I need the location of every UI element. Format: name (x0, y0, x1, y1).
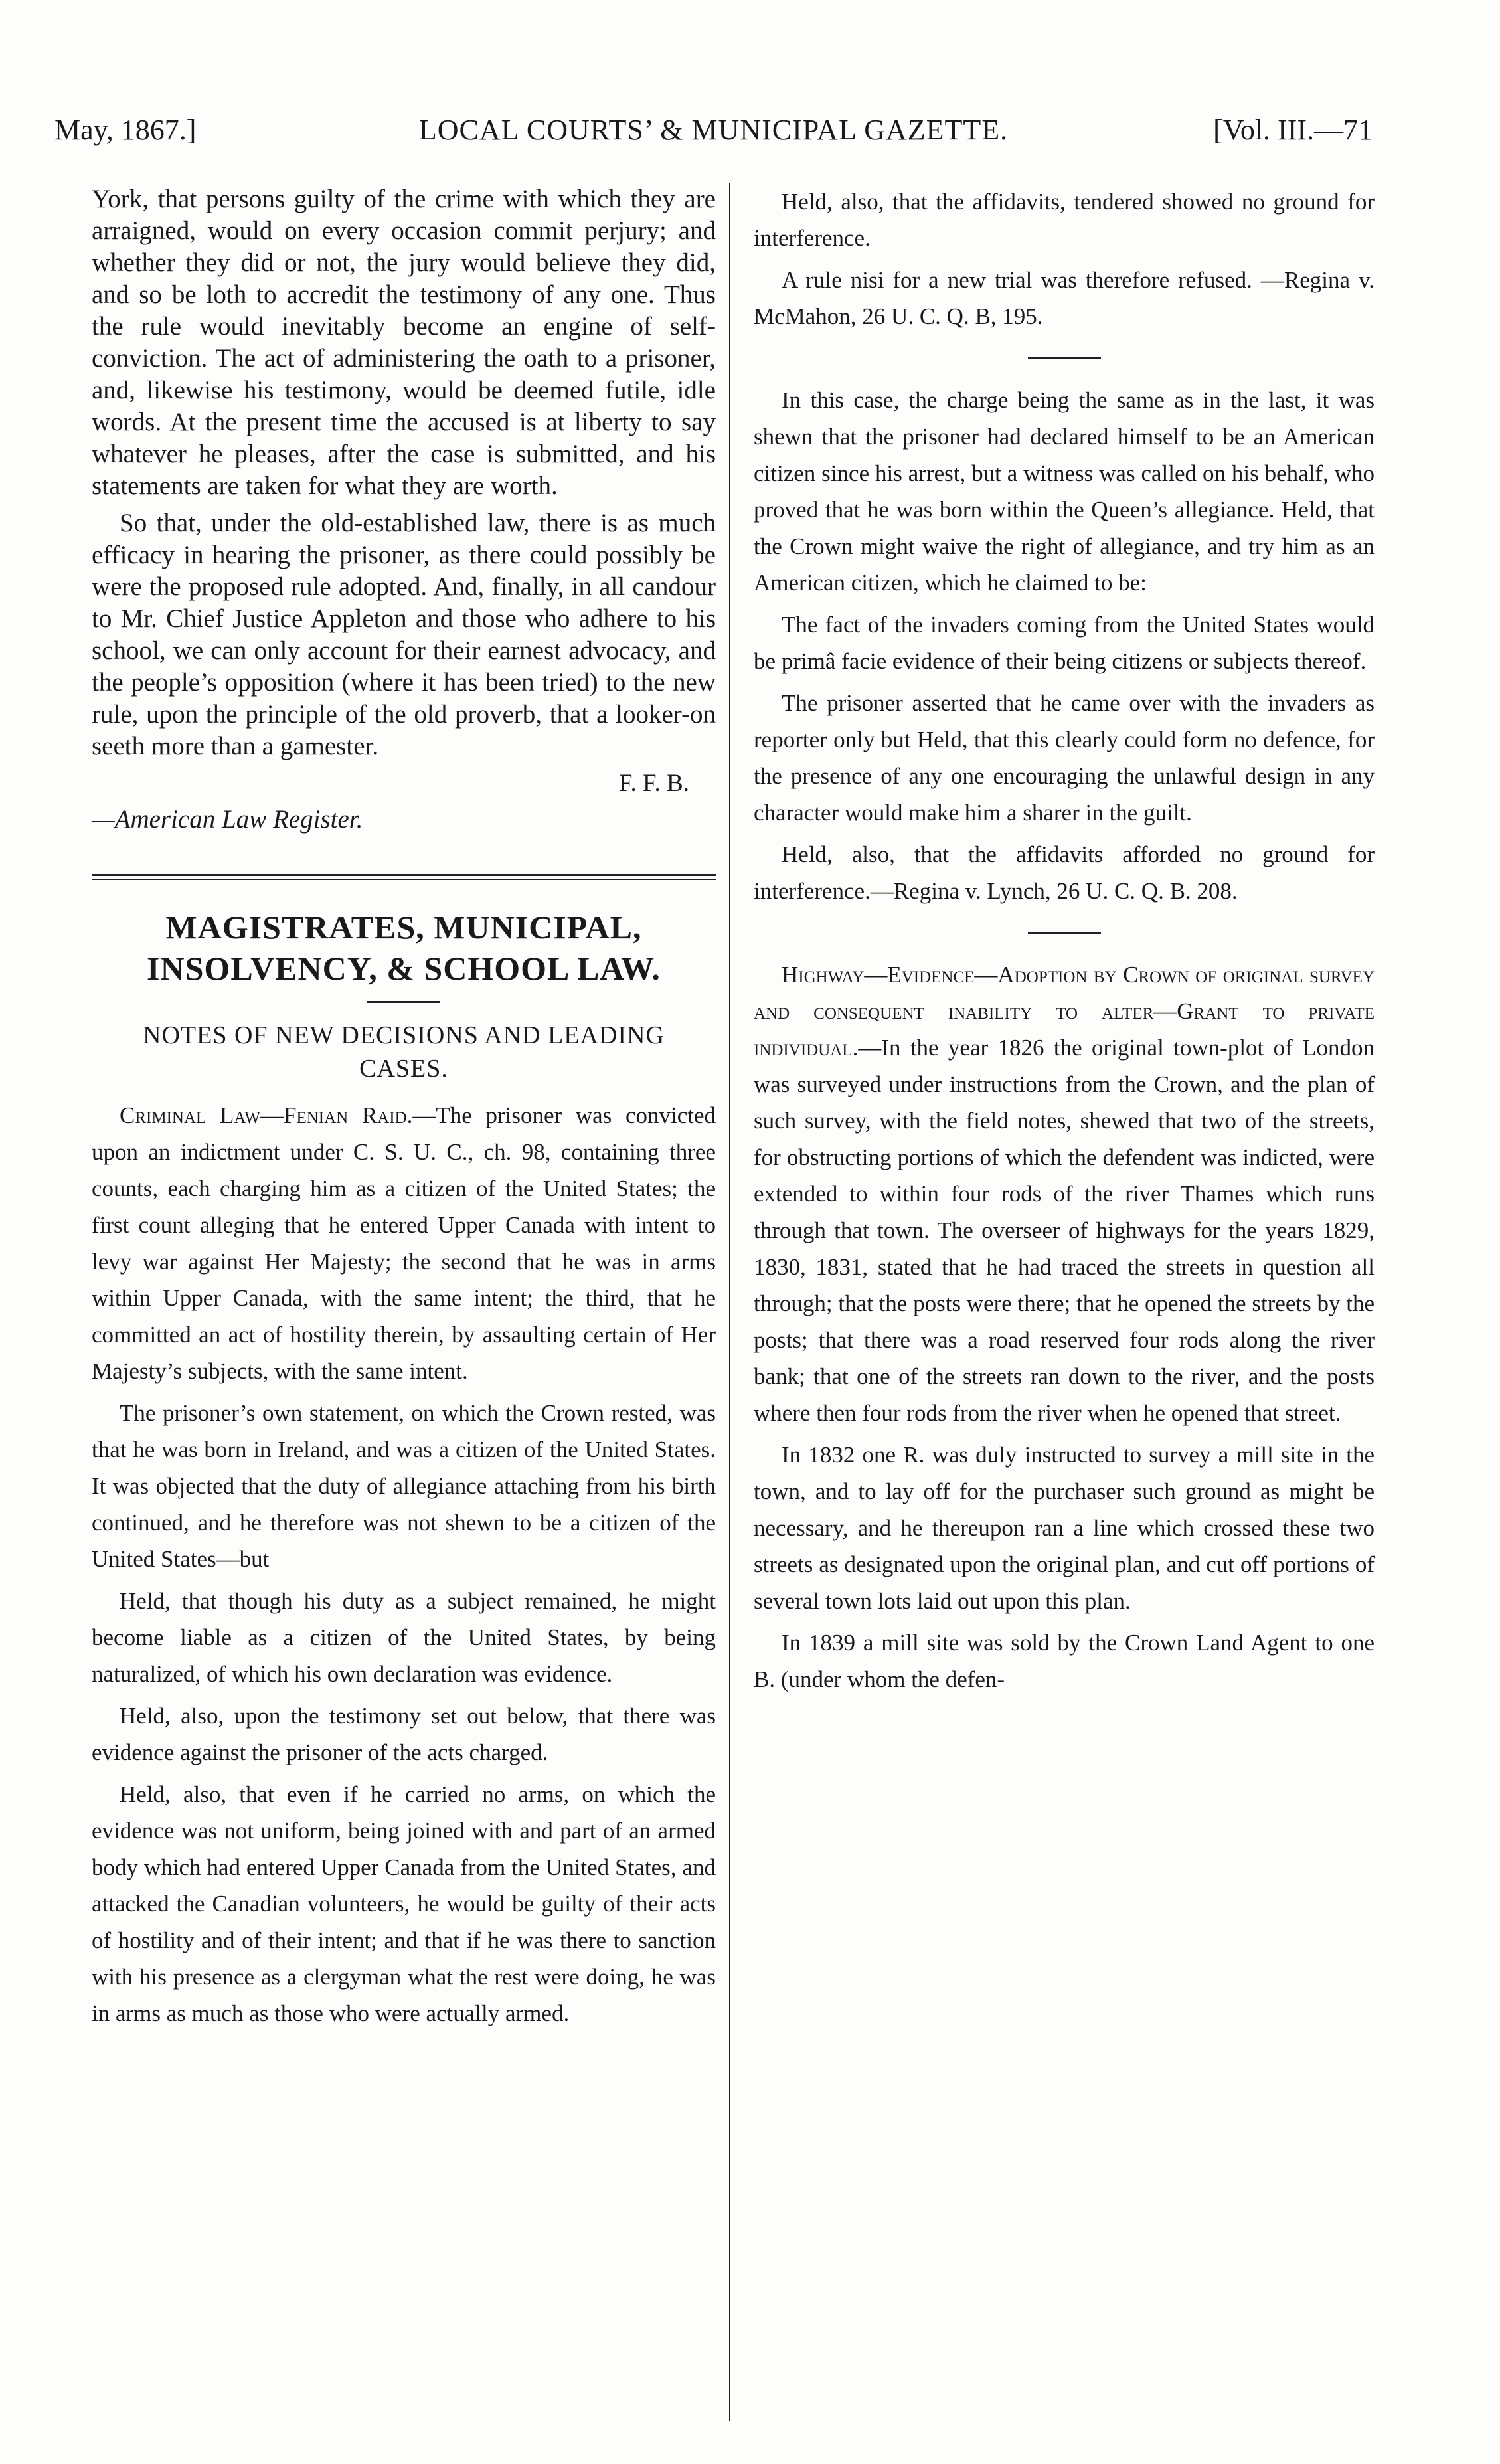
essay-source: —American Law Register. (92, 805, 363, 834)
section-title-line: INSOLVENCY, & SCHOOL LAW. (147, 950, 661, 987)
subsection-title (92, 1019, 716, 1085)
case-text: —In the year 1826 the original town-plot of London was surveyed under instructions from the Crown, and the plan of such survey, with the field notes, shewed that two of the streets, for obstructing portions of which the defendent was indicted, were extended to within four rods of the river Thames which runs through that town. The overseer of highways for the years 1829, 1830, 1831, stated that he had traced the streets in question all through; that the posts were there; that he opened the streets by the posts; that there was a road reserved four rods along the river bank; that one of the streets ran down to the river, and the posts where then four rods from the river when he opened that street. (754, 1035, 1375, 1426)
case-paragraph: Held, also, upon the testimony set out below, that there was evidence against the prisoner of the acts charged. (92, 1703, 716, 1765)
section-rule (92, 874, 716, 880)
essay-section (92, 183, 716, 834)
case-paragraph (754, 956, 1375, 1431)
case-paragraph: In 1832 one R. was duly instructed to survey a mill site in the town, and to lay off for the purchaser such ground as might be necessary, and he thereupon ran a line which crossed these two streets as designated upon the original plan, and cut off portions of several town lots laid out upon this plan. (754, 1442, 1375, 1614)
case-paragraph: In 1839 a mill site was sold by the Crown Land Agent to one B. (under whom the defen- (754, 1630, 1375, 1692)
case-fenian-mcmahon (92, 1097, 716, 2032)
short-rule (367, 1001, 440, 1003)
case-paragraph (92, 1097, 716, 1389)
case-paragraph: In this case, the charge being the same as in the last, it was shewn that the prisoner had declared himself to be an American citizen since his arrest, but a witness was called on his behalf, who proved that he was born within the Queen’s allegiance. Held, that the Crown might waive the right of allegiance, and try him as an American citizen, which he claimed to be: (754, 387, 1375, 596)
case-text: —The prisoner was convicted upon an indictment under C. S. U. C., ch. 98, containing three counts, each charging him as a citizen of the United States; the first count alleging that he entered Upper Canada with intent to levy war against Her Majesty; the second that he was in arms within Upper Canada, with the same intent; the third, that he committed an act of hostility therein, by assaulting certain of Her Majesty’s subjects, with the same intent. (92, 1102, 716, 1384)
right-column (754, 183, 1375, 1703)
case-paragraph: The fact of the invaders coming from the United States would be primâ facie evidence of their being citizens or subjects thereof. (754, 612, 1375, 674)
page-header (54, 100, 1373, 153)
header-date: May, 1867.] (54, 114, 197, 146)
case-paragraph: Held, that though his duty as a subject remained, he might become liable as a citizen of the United States, by being naturalized, of which his own declaration was evidence. (92, 1588, 716, 1687)
case-paragraph: Held, also, that the affidavits, tendered showed no ground for interference. (754, 189, 1375, 251)
essay-paragraph: So that, under the old-established law, there is as much efficacy in hearing the prisoner, as there could possibly be were the proposed rule adopted. And, finally, in all candour to Mr. Chief Justice Appleton and those who adhere to his school, we can only account for their earnest advocacy, and the people’s opposition (where it has been tried) to the new rule, upon the principle of the old proverb, that a looker-on seeth more than a gamester. (92, 509, 716, 760)
case-lead: Highway—Evidence—Adoption by Crown of original survey and consequent inability to alter—Grant to private individual. (754, 962, 1375, 1061)
case-separator (1028, 357, 1101, 359)
case-paragraph: A rule nisi for a new trial was therefore refused. —Regina v. McMahon, 26 U. C. Q. B, 195. (754, 267, 1375, 329)
section-title-line: MAGISTRATES, MUNICIPAL, (165, 909, 642, 946)
essay-paragraph: York, that persons guilty of the crime with which they are arraigned, would on every occasion commit perjury; and whether they did or not, the jury would believe they did, and so be loth to accredit the testimony of any one. Thus the rule would inevitably become an engine of self-conviction. The act of administering the oath to a prisoner, and, likewise his testimony, would be deemed futile, idle words. At the present time the accused is at liberty to say whatever he pleases, after the case is submitted, and his statements are taken for what they are worth. (92, 185, 716, 500)
subsection-title-line: CASES. (359, 1055, 448, 1083)
subsection-title-line: NOTES OF NEW DECISIONS AND LEADING (143, 1021, 665, 1049)
case-paragraph: The prisoner’s own statement, on which the Crown rested, was that he was born in Ireland, and was a citizen of the United States. It was objected that the duty of allegiance attaching from his birth continued, and he therefore was not shewn to be a citizen of the United States—but (92, 1400, 716, 1572)
header-volume: [Vol. III.—71 (1213, 114, 1373, 146)
case-paragraph: Held, also, that the affidavits afforded no ground for interference.—Regina v. Lynch, 26 U. C. Q. B. 208. (754, 841, 1375, 904)
essay-signature: F. F. B. (618, 770, 689, 797)
case-paragraph: Held, also, that even if he carried no arms, on which the evidence was not uniform, being joined with and part of an armed body which had entered Upper Canada from the United States, and attacked the Canadian volunteers, he would be guilty of their acts of hostility and of their intent; and that if he was there to sanction with his presence as a clergyman what the rest were doing, he was in arms as much as those who were actually armed. (92, 1781, 716, 2026)
case-lead: Criminal Law—Fenian Raid. (120, 1102, 413, 1128)
header-title: LOCAL COURTS’ & MUNICIPAL GAZETTE. (418, 114, 1009, 146)
left-column (92, 183, 716, 2037)
section-title (92, 907, 716, 989)
case-separator (1028, 932, 1101, 934)
column-divider (729, 183, 730, 2421)
case-paragraph: The prisoner asserted that he came over with the invaders as reporter only but Held, that this clearly could form no defence, for the presence of any one encouraging the unlawful design in any character would make him a sharer in the guilt. (754, 690, 1375, 826)
